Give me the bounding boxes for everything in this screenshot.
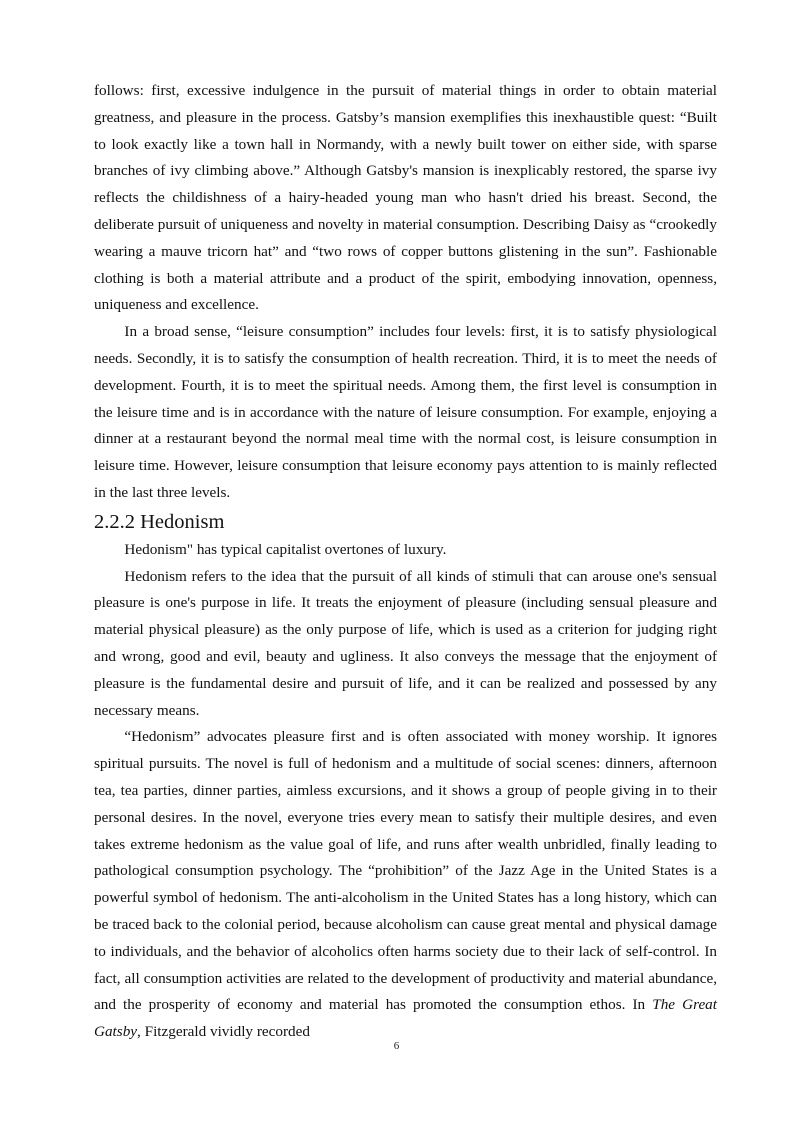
book-title: The Great Gatsby (94, 996, 717, 1041)
paragraph-hedonism-intro: Hedonism" has typical capitalist overtones of luxury. (124, 540, 447, 558)
paragraph-hedonism-definition: Hedonism refers to the idea that the pursuit of all kinds of stimuli that can arouse one's sensual pleasure is one's purpose in life. It treats the enjoyment of pleasure (including sensual pleasure and material physical pleasure) as the only purpose of life, which is used as a criterion for judging right and wrong, good and evil, beauty and ugliness. It also conveys the message that the enjoyment of pleasure is the fundamental desire and pursuit of life, and it can be realized and possessed by any necessary means. (94, 567, 717, 719)
paragraph-hedonism-novel (94, 724, 717, 1046)
paragraph-text: “Hedonism” advocates pleasure first and is often associated with money worship. It ignores spiritual pursuits. The novel is full of hedonism and a multitude of social scenes: dinners, afternoon tea, tea parties, dinner parties, aimless excursions, and it shows a group of people giving in to their personal desires. In the novel, everyone tries every mean to satisfy their multiple desires, and even takes extreme hedonism as the value goal of life, and runs after wealth unbridled, finally leading to pathological consumption psychology. The “prohibition” of the Jazz Age in the United States is a powerful symbol of hedonism. The anti-alcoholism in the United States has a long history, which can be traced back to the colonial period, because alcoholism can cause great mental and physical damage to individuals, and the behavior of alcoholics often harms society due to their lack of self-control. In fact, all consumption activities are related to the development of productivity and material abundance, and the prosperity of economy and material has promoted the consumption ethos. In (94, 728, 717, 1014)
paragraph-continuation: follows: first, excessive indulgence in the pursuit of material things in order to obtain material greatness, and pleasure in the process. Gatsby’s mansion exemplifies this inexhaustible quest: “Built to look exactly like a town hall in Normandy, with a newly built tower on either side, with sparse branches of ivy climbing above.” Although Gatsby's mansion is inexplicably restored, the sparse ivy reflects the childishness of a hairy-headed young man who hasn't dried his breast. Second, the deliberate pursuit of uniqueness and novelty in material consumption. Describing Daisy as “crookedly wearing a mauve tricorn hat” and “two rows of copper buttons glistening in the sun”. Fashionable clothing is both a material attribute and a product of the spirit, embodying innovation, openness, uniqueness and excellence. (94, 82, 717, 314)
section-heading: 2.2.2 Hedonism (94, 510, 225, 533)
paragraph-leisure-consumption: In a broad sense, “leisure consumption” includes four levels: first, it is to satisfy physiological needs. Secondly, it is to satisfy the consumption of health recreation. Third, it is to meet the needs of development. Fourth, it is to meet the spiritual needs. Among them, the first level is consumption in the leisure time and is in accordance with the nature of leisure consumption. For example, enjoying a dinner at a restaurant beyond the normal meal time with the normal cost, is leisure consumption in leisure time. However, leisure consumption that leisure economy pays attention to is mainly reflected in the last three levels. (94, 323, 717, 501)
paragraph-text-end: , Fitzgerald vividly recorded (137, 1023, 310, 1041)
page-number: 6 (393, 1040, 400, 1052)
document-body (94, 78, 717, 1046)
